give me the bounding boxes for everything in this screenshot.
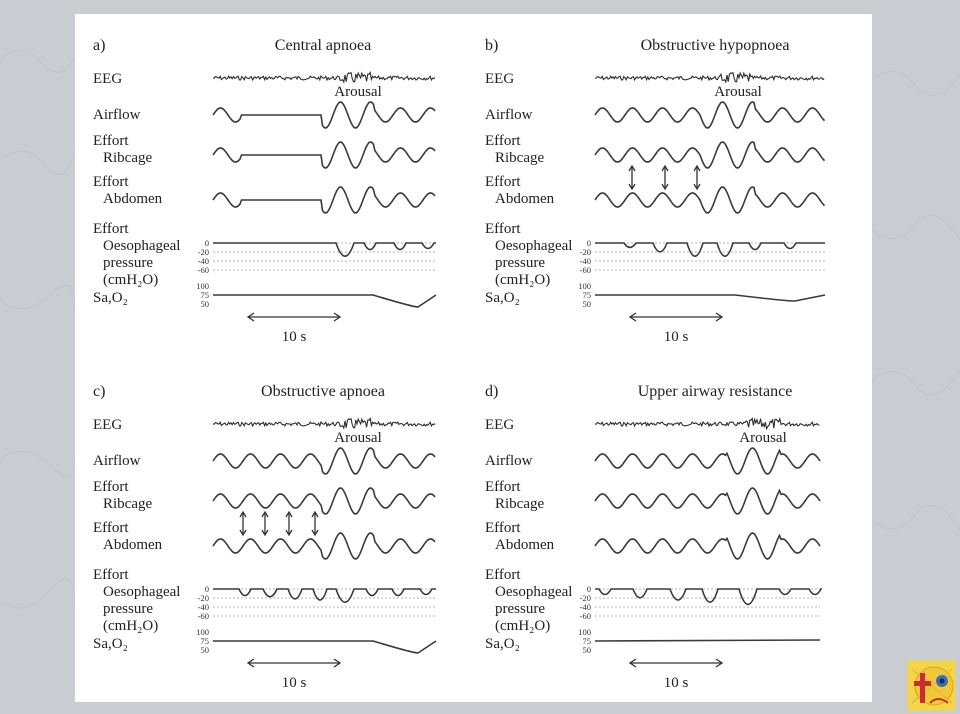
panel-title: Central apnoea: [274, 37, 372, 54]
sao2-trace: [213, 641, 436, 653]
label-effort-oeso: Effort: [93, 567, 129, 583]
panel-title: Upper airway resistance: [637, 383, 793, 400]
abdomen-trace: [213, 533, 435, 559]
ribcage-trace: [213, 488, 435, 514]
sao2-tick: 50: [582, 645, 591, 655]
label-abdomen: Abdomen: [103, 191, 163, 207]
eeg-trace: [595, 419, 819, 429]
ribcage-trace: [213, 142, 435, 168]
sao2-tick: 75: [200, 290, 209, 300]
label-eeg: EEG: [485, 417, 515, 433]
oesophageal-pressure-trace: [595, 589, 821, 604]
panel-letter: c): [93, 383, 106, 400]
pressure-tick: -20: [197, 247, 209, 257]
pressure-tick: -60: [197, 611, 209, 621]
label-airflow: Airflow: [93, 453, 141, 469]
label-oesophageal: Oesophageal: [103, 238, 181, 254]
sao2-trace: [595, 640, 820, 641]
label-ribcage: Ribcage: [495, 150, 545, 166]
pressure-tick: 0: [586, 584, 591, 594]
time-scale-label: 10 s: [663, 329, 689, 345]
airflow-trace: [213, 448, 435, 474]
sao2-tick: 75: [200, 636, 209, 646]
label-abdomen: Abdomen: [103, 537, 163, 553]
arousal-label: Arousal: [739, 430, 787, 446]
label-effort-oeso: Effort: [93, 221, 129, 237]
panel-a: [93, 37, 436, 345]
label-effort-oeso: Effort: [485, 567, 521, 583]
pressure-tick: -60: [197, 265, 209, 275]
oesophageal-pressure-trace: [213, 243, 436, 256]
airflow-trace: [595, 448, 820, 474]
sao2-tick: 50: [582, 299, 591, 309]
panel-c: [93, 383, 436, 691]
sao2-tick: 75: [582, 290, 591, 300]
pressure-tick: 0: [204, 584, 209, 594]
ribcage-trace: [595, 142, 825, 168]
sao2-tick: 50: [200, 645, 209, 655]
eeg-trace: [213, 419, 435, 429]
panel-b: [485, 37, 825, 345]
label-eeg: EEG: [485, 71, 515, 87]
sao2-tick: 100: [196, 281, 209, 291]
label-pressure-unit: (cmH₂O): [103, 272, 159, 288]
panel-letter: b): [485, 37, 499, 54]
label-pressure: pressure: [103, 255, 153, 271]
pressure-tick: -20: [579, 593, 591, 603]
sao2-tick: 100: [578, 627, 591, 637]
label-effort-abdomen: Effort: [93, 174, 129, 190]
label-pressure-unit: (cmH₂O): [103, 618, 159, 634]
religious-cross-emblem-icon: [908, 661, 956, 711]
label-pressure: pressure: [103, 601, 153, 617]
airflow-trace: [595, 102, 825, 128]
label-sao2: Sa,O₂: [93, 636, 128, 652]
sao2-tick: 75: [582, 636, 591, 646]
oesophageal-pressure-trace: [595, 243, 825, 256]
arousal-label: Arousal: [334, 430, 382, 446]
panel-letter: a): [93, 37, 106, 54]
label-sao2: Sa,O₂: [93, 290, 128, 306]
panel-title: Obstructive apnoea: [261, 383, 385, 400]
abdomen-trace: [595, 187, 825, 213]
sao2-trace: [595, 295, 825, 301]
label-pressure: pressure: [495, 255, 545, 271]
label-ribcage: Ribcage: [495, 496, 545, 512]
pressure-tick: -60: [579, 265, 591, 275]
label-ribcage: Ribcage: [103, 150, 153, 166]
ribcage-trace: [595, 488, 820, 514]
abdomen-trace: [595, 533, 820, 559]
label-airflow: Airflow: [485, 107, 533, 123]
arousal-label: Arousal: [714, 84, 762, 100]
panel-title: Obstructive hypopnoea: [640, 37, 790, 54]
pressure-tick: 0: [586, 238, 591, 248]
label-oesophageal: Oesophageal: [495, 584, 573, 600]
sao2-trace: [213, 295, 436, 307]
label-sao2: Sa,O₂: [485, 290, 520, 306]
sao2-tick: 100: [578, 281, 591, 291]
eeg-trace: [213, 73, 435, 83]
pressure-tick: -40: [579, 256, 591, 266]
label-abdomen: Abdomen: [495, 191, 555, 207]
label-effort-abdomen: Effort: [485, 174, 521, 190]
label-effort-ribcage: Effort: [485, 479, 521, 495]
label-eeg: EEG: [93, 71, 123, 87]
label-airflow: Airflow: [93, 107, 141, 123]
eeg-trace: [595, 73, 824, 82]
label-pressure: pressure: [495, 601, 545, 617]
pressure-tick: -40: [197, 256, 209, 266]
label-oesophageal: Oesophageal: [495, 238, 573, 254]
pressure-tick: -20: [579, 247, 591, 257]
label-abdomen: Abdomen: [495, 537, 555, 553]
time-scale-label: 10 s: [281, 329, 307, 345]
label-effort-abdomen: Effort: [93, 520, 129, 536]
time-scale-label: 10 s: [663, 675, 689, 691]
label-oesophageal: Oesophageal: [103, 584, 181, 600]
label-effort-ribcage: Effort: [485, 133, 521, 149]
label-effort-abdomen: Effort: [485, 520, 521, 536]
arousal-label: Arousal: [334, 84, 382, 100]
sao2-tick: 50: [200, 299, 209, 309]
pressure-tick: -60: [579, 611, 591, 621]
label-effort-ribcage: Effort: [93, 479, 129, 495]
label-airflow: Airflow: [485, 453, 533, 469]
label-ribcage: Ribcage: [103, 496, 153, 512]
label-pressure-unit: (cmH₂O): [495, 272, 551, 288]
time-scale-label: 10 s: [281, 675, 307, 691]
label-pressure-unit: (cmH₂O): [495, 618, 551, 634]
abdomen-trace: [213, 187, 435, 213]
oesophageal-pressure-trace: [213, 589, 436, 602]
label-effort-oeso: Effort: [485, 221, 521, 237]
panel-d: [485, 383, 821, 691]
panel-letter: d): [485, 383, 499, 400]
label-effort-ribcage: Effort: [93, 133, 129, 149]
airflow-trace: [213, 102, 435, 128]
sao2-tick: 100: [196, 627, 209, 637]
pressure-tick: -40: [197, 602, 209, 612]
label-eeg: EEG: [93, 417, 123, 433]
pressure-tick: -20: [197, 593, 209, 603]
pressure-tick: -40: [579, 602, 591, 612]
label-sao2: Sa,O₂: [485, 636, 520, 652]
pressure-tick: 0: [204, 238, 209, 248]
